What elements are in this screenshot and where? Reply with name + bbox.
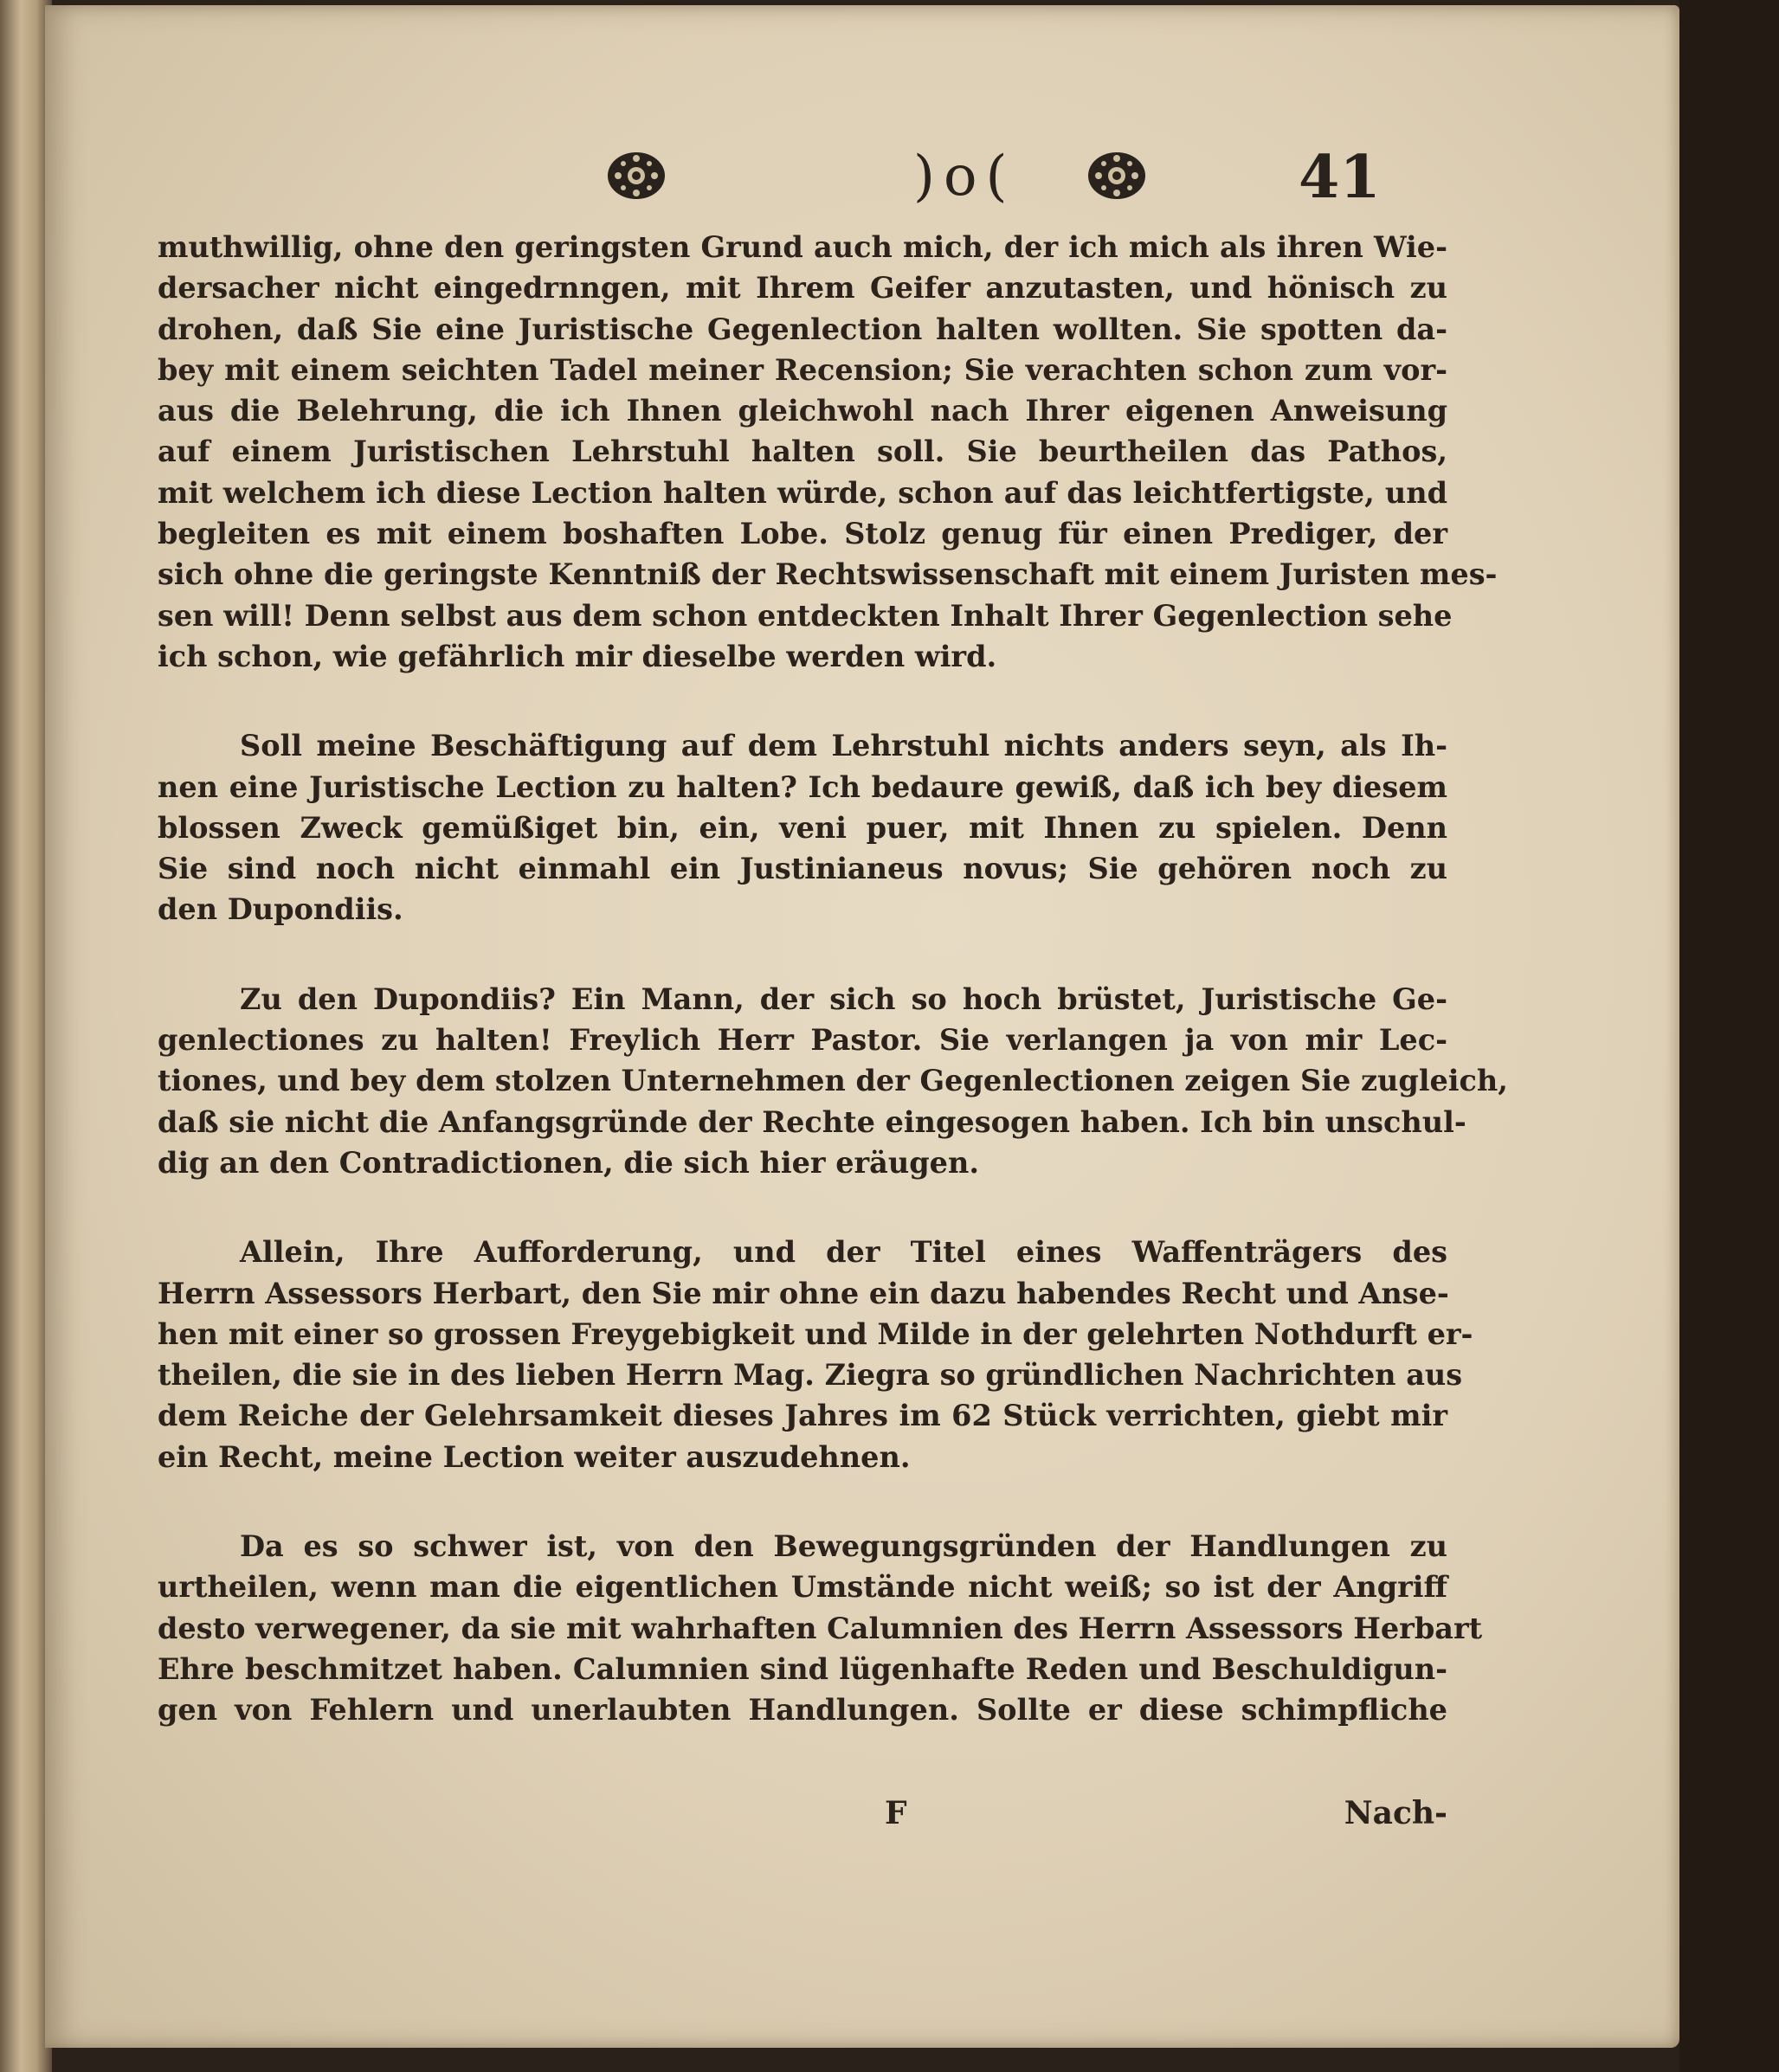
text-line: dersacher nicht eingedrnngen, mit Ihrem Geifer anzutasten, und hönisch zu: [158, 271, 1447, 306]
text-line: blossen Zweck gemüßiget bin, ein, veni puer, mit Ihnen zu spielen. Denn: [158, 810, 1447, 845]
paragraph-5: [158, 1526, 1483, 1730]
text-line: Herrn Assessors Herbart, den Sie mir ohne ein dazu habendes Recht und Anse-: [158, 1276, 1449, 1310]
text-line: sich ohne die geringste Kenntniß der Rechtswissenschaft mit einem Juristen mes-: [158, 557, 1498, 592]
text-line: dig an den Contradictionen, die sich hier eräugen.: [158, 1145, 979, 1180]
text-line: begleiten es mit einem boshaften Lobe. Stolz genug für einen Prediger, der: [158, 517, 1447, 551]
text-line: Sie sind noch nicht einmahl ein Justinianeus novus; Sie gehören noch zu: [158, 852, 1447, 886]
text-line: Zu den Dupondiis? Ein Mann, der sich so hoch brüstet, Juristische Ge-: [240, 981, 1447, 1016]
page-footer: [158, 1795, 1447, 1838]
text-line: drohen, daß Sie eine Juristische Gegenlection halten wollten. Sie spotten da-: [158, 312, 1447, 346]
text-line: urtheilen, wenn man die eigentlichen Umstände nicht weiß; so ist der Angriff: [158, 1570, 1447, 1605]
text-line: Allein, Ihre Aufforderung, und der Titel eines Waffenträgers des: [240, 1235, 1447, 1270]
text-line: ein Recht, meine Lection weiter auszudehnen.: [158, 1439, 911, 1474]
body-text: [158, 227, 1508, 1731]
text-line: desto verwegener, da sie mit wahrhaften Calumnien des Herrn Assessors Herbart: [158, 1611, 1483, 1645]
rosette-ornament-icon: [1086, 150, 1147, 202]
header-separator: )o(: [913, 145, 1016, 209]
text-line: den Dupondiis.: [158, 892, 403, 927]
text-line: Ehre beschmitzet haben. Calumnien sind lügenhafte Reden und Beschuldigun-: [158, 1651, 1447, 1686]
signature-mark: F: [885, 1795, 907, 1831]
text-line: bey mit einem seichten Tadel meiner Recension; Sie verachten schon zum vor-: [158, 352, 1447, 387]
text-line: muthwillig, ohne den geringsten Grund auch mich, der ich mich als ihren Wie-: [158, 230, 1447, 264]
text-line: dem Reiche der Gelehrsamkeit dieses Jahres im 62 Stück verrichten, giebt mir: [158, 1399, 1447, 1433]
text-line: theilen, die sie in des lieben Herrn Mag. Ziegra so gründlichen Nachrichten aus: [158, 1358, 1463, 1393]
text-line: Da es so schwer ist, von den Bewegungsgründen der Handlungen zu: [240, 1529, 1447, 1564]
paragraph-3: [158, 979, 1508, 1183]
text-line: ich schon, wie gefährlich mir dieselbe werden wird.: [158, 639, 997, 673]
running-header: [606, 143, 1402, 212]
text-line: daß sie nicht die Anfangsgründe der Rechte eingesogen haben. Ich bin unschul-: [158, 1104, 1466, 1139]
text-line: mit welchem ich diese Lection halten würde, schon auf das leichtfertigste, und: [158, 475, 1447, 510]
text-line: Soll meine Beschäftigung auf dem Lehrstuhl nichts anders seyn, als Ih-: [240, 729, 1447, 763]
catchword: Nach-: [1344, 1795, 1447, 1831]
paragraph-4: [158, 1232, 1473, 1477]
rosette-ornament-icon: [606, 150, 667, 202]
page-number: 41: [1299, 143, 1381, 212]
text-line: sen will! Denn selbst aus dem schon entdeckten Inhalt Ihrer Gegenlection sehe: [158, 598, 1453, 633]
text-line: hen mit einer so grossen Freygebigkeit und Milde in der gelehrten Nothdurft er-: [158, 1316, 1473, 1351]
text-line: gen von Fehlern und unerlaubten Handlungen. Sollte er diese schimpfliche: [158, 1693, 1447, 1728]
text-line: auf einem Juristischen Lehrstuhl halten soll. Sie beurtheilen das Pathos,: [158, 434, 1447, 469]
paragraph-2: [158, 725, 1447, 930]
facing-page-edge: [0, 0, 52, 2072]
paragraph-1: [158, 227, 1498, 677]
text-line: tiones, und bey dem stolzen Unternehmen der Gegenlectionen zeigen Sie zugleich,: [158, 1064, 1508, 1098]
text-line: genlectiones zu halten! Freylich Herr Pastor. Sie verlangen ja von mir Lec-: [158, 1023, 1447, 1058]
text-line: aus die Belehrung, die ich Ihnen gleichwohl nach Ihrer eigenen Anweisung: [158, 394, 1447, 428]
scan-background: [1679, 0, 1779, 2072]
text-line: nen eine Juristische Lection zu halten? Ich bedaure gewiß, daß ich bey diesem: [158, 769, 1447, 804]
